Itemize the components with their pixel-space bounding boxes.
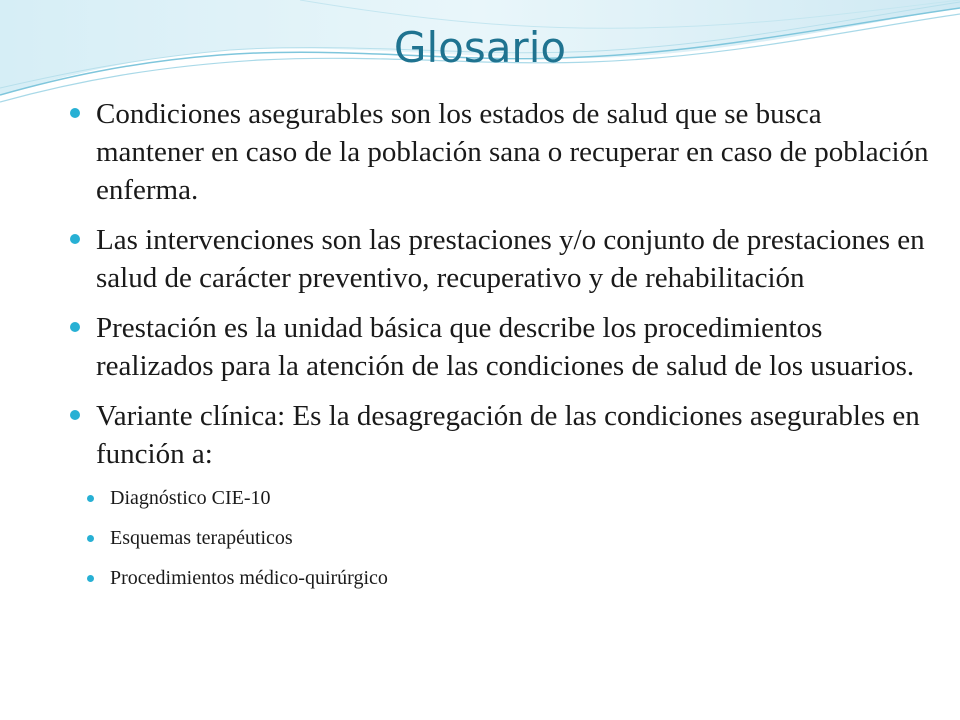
- bullet-dot-icon: [70, 322, 80, 332]
- bullet-item: [70, 309, 930, 385]
- bullet-item: [70, 397, 930, 473]
- sub-bullet-list: [70, 485, 930, 591]
- sub-bullet-dot-icon: [87, 575, 94, 582]
- sub-bullet-item: [70, 565, 930, 591]
- bullet-dot-icon: [70, 234, 80, 244]
- bullet-text: Las intervenciones son las prestaciones y/o conjunto de prestaciones en salud de carácter preventivo, recuperativo y de rehabilitación: [96, 224, 925, 294]
- bullet-item: [70, 221, 930, 297]
- bullet-text: Prestación es la unidad básica que describe los procedimientos realizados para la atención de las condiciones de salud de los usuarios.: [96, 312, 915, 382]
- sub-bullet-item: [70, 485, 930, 511]
- sub-bullet-text: Esquemas terapéuticos: [110, 527, 293, 549]
- sub-bullet-item: [70, 525, 930, 551]
- sub-bullet-dot-icon: [87, 495, 94, 502]
- bullet-dot-icon: [70, 410, 80, 420]
- bullet-text: Condiciones asegurables son los estados de salud que se busca mantener en caso de la población sana o recuperar en caso de población enferma.: [96, 98, 929, 206]
- slide-title: Glosario: [393, 23, 567, 72]
- bullet-item: [70, 95, 930, 209]
- sub-bullet-dot-icon: [87, 535, 94, 542]
- slide-content: [70, 95, 930, 605]
- sub-bullet-text: Diagnóstico CIE-10: [110, 487, 271, 509]
- bullet-dot-icon: [70, 108, 80, 118]
- sub-bullet-text: Procedimientos médico-quirúrgico: [110, 567, 388, 589]
- bullet-text: Variante clínica: Es la desagregación de las condiciones asegurables en función a:: [96, 400, 920, 470]
